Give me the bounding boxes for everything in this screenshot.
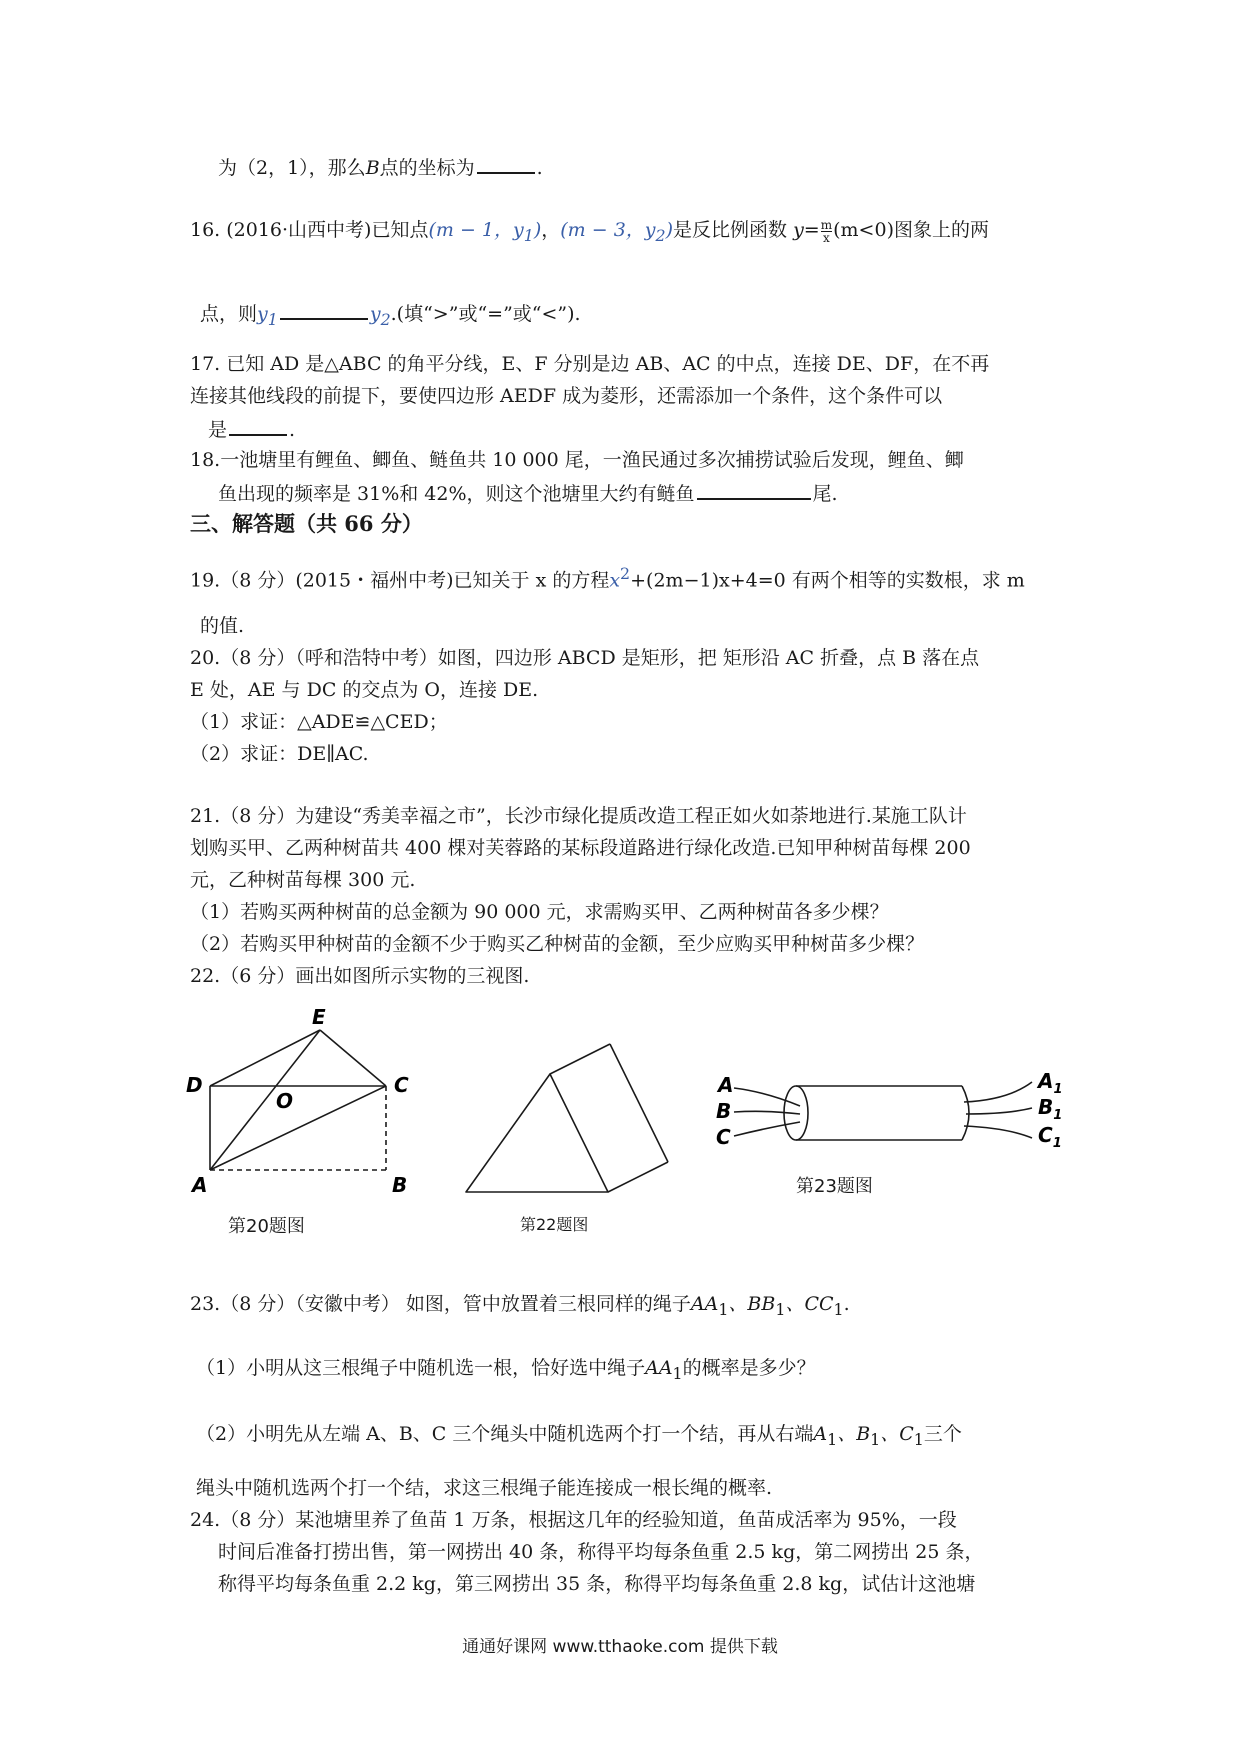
label-E: E [312,1005,326,1029]
edge-DE [210,1030,320,1086]
text: . [536,157,543,179]
text: 、CC [785,1293,834,1315]
figure-23 [718,1062,1078,1172]
superscript: 2 [620,564,631,583]
q23-line1 [190,1290,850,1324]
prism-top-edge [550,1044,610,1074]
q24-line3: 称得平均每条鱼重 2.2 kg，第三网捞出 35 条，称得平均每条鱼重 2.8 kg，试估计这池塘 [218,1573,976,1595]
subscript: 1 [1053,1082,1063,1097]
subscript: 1 [827,1429,838,1449]
text: 23.（8 分）（安徽中考） 如图，管中放置着三根同样的绳子 [190,1293,691,1315]
text: 鱼出现的频率是 31%和 42%，则这个池塘里大约有鲢鱼 [218,483,695,505]
q23-line4: 绳头中随机选两个打一个结，求这三根绳子能连接成一根长绳的概率. [196,1477,773,1499]
text: ， [541,219,561,241]
pipe-right-end [962,1086,969,1140]
section-title: 三、解答题（共 66 分） [190,511,423,536]
rope-C-right [964,1126,1032,1138]
text: 尾. [812,483,838,505]
figure-22 [462,1020,682,1200]
q23-line2 [196,1354,816,1388]
q17-line1: 17. 已知 AD 是△ABC 的角平分线，E、F 分别是边 AB、AC 的中点，连接 DE、DF，在不再 [190,353,990,375]
prism-bottom-edge [608,1162,668,1192]
caption-fig23: 第23题图 [796,1176,873,1197]
figure-20 [186,1005,416,1210]
text: 为（2，1），那么 [218,157,366,179]
page-footer: 通通好课网 www.tthaoke.com 提供下载 [462,1637,778,1657]
text: . [289,419,296,441]
caption-fig20: 第20题图 [228,1216,305,1237]
q19-line1 [190,560,1025,594]
label-C: C [394,1073,409,1097]
subscript: 1 [1052,1136,1062,1151]
text: 是反比例函数 [673,219,794,241]
q16-line1 [190,216,989,250]
label-A: A [718,1073,734,1097]
text: 19.（8 分）(2015・福州中考)已知关于 x 的方程 [190,569,610,592]
text: B [1038,1095,1054,1119]
subscript: 1 [718,1299,729,1319]
text: （2）小明先从左端 A、B、C 三个绳头中随机选两个打一个结，再从右端 [196,1423,814,1445]
edge-AC [210,1086,386,1170]
label-B1 [1038,1095,1062,1123]
subscript: 1 [775,1299,786,1319]
q19-line2: 的值. [200,615,245,637]
text: ) [665,219,674,241]
answer-blank[interactable] [229,414,287,436]
denominator: x [823,230,830,245]
subscript: 1 [833,1299,844,1319]
text: （1）小明从这三根绳子中随机选一根，恰好选中绳子 [196,1357,646,1379]
q17-line3 [208,414,295,444]
subscript: 1 [672,1363,683,1383]
q21-line4: （1）若购买两种树苗的总金额为 90 000 元，求需购买甲、乙两种树苗各多少棵？ [190,901,889,923]
text: 是 [208,419,228,441]
text: ) [533,219,542,241]
answer-blank[interactable] [697,478,811,500]
point-2 [560,219,674,245]
subscript: 1 [913,1429,924,1449]
q21-line3: 元，乙种树苗每棵 300 元. [190,869,416,891]
q24-line2: 时间后准备打捞出售，第一网捞出 40 条，称得平均每条鱼重 2.5 kg，第二网捞出 25 条， [218,1541,984,1563]
q21-line2: 划购买甲、乙两种树苗共 400 棵对芙蓉路的某标段道路进行绿化改造.已知甲种树苗每棵 200 [190,837,971,859]
text: y [369,303,381,325]
text: 、BB [728,1293,776,1315]
subscript: 1 [267,309,278,329]
q20-line3: （1）求证：△ADE≌△CED； [190,711,448,733]
numerator: m [820,217,833,232]
subscript: 1 [523,225,534,245]
answer-blank[interactable] [477,152,535,174]
prism-back-edge [610,1044,668,1162]
label-O: O [276,1089,294,1113]
text: (m − 1，y [428,219,524,241]
q15-tail [218,152,543,182]
prism-front-face [466,1074,608,1192]
text: +(2m−1)x+4=0 有两个相等的实数根，求 m [630,569,1025,592]
text: 、C [880,1423,914,1445]
rope-A-right [964,1082,1032,1102]
rope-B-right [966,1108,1032,1114]
rope-B-left [734,1111,800,1114]
label-C1 [1038,1123,1062,1151]
text: AA [690,1293,719,1315]
label-A: A [192,1173,208,1197]
text: 点，则 [200,303,258,325]
q21-line5: （2）若购买甲种树苗的金额不少于购买乙种树苗的金额，至少应购买甲种树苗多少棵？ [190,933,925,955]
fraction [821,219,832,244]
text: C [1038,1123,1053,1147]
subscript: 2 [380,309,391,329]
subscript: 1 [1053,1108,1063,1123]
point-1 [428,219,542,245]
y2 [369,303,391,329]
q18-line2 [218,478,838,508]
text: A [1038,1069,1054,1093]
q22-line1: 22.（6 分）画出如图所示实物的三视图. [190,965,530,987]
text: y= [793,219,820,241]
q24-line1: 24.（8 分）某池塘里养了鱼苗 1 万条，根据这几年的经验知道，鱼苗成活率为 95%，一段 [190,1509,957,1531]
edge-EC [320,1030,386,1086]
q17-line2: 连接其他线段的前提下，要使四边形 AEDF 成为菱形，还需添加一个条件，这个条件可以 [190,385,943,407]
subscript: 2 [655,225,666,245]
text: (m − 3，y [560,219,656,241]
text: x [609,569,621,592]
text: AA [645,1357,673,1379]
answer-blank[interactable] [280,298,368,320]
q16-line2 [200,298,581,334]
label-B: B [392,1173,408,1197]
text: .(填“>”或“=”或“<”). [390,303,581,325]
q20-line2: E 处，AE 与 DC 的交点为 O，连接 DE. [190,679,539,701]
q23-line3 [196,1420,962,1454]
text: y [257,303,268,325]
text: 三个 [923,1423,962,1445]
q20-line4: （2）求证：DE∥AC. [190,743,369,765]
text: 点的坐标为 [379,157,475,179]
label-B: B [716,1099,732,1123]
caption-fig22: 第22题图 [520,1215,589,1234]
subscript: 1 [870,1429,881,1449]
q18-line1: 18.一池塘里有鲤鱼、鲫鱼、鲢鱼共 10 000 尾，一渔民通过多次捕捞试验后发现，鲤鱼、鲫 [190,449,964,471]
label-C: C [716,1125,731,1149]
text: B [365,157,380,179]
label-A1 [1036,1069,1063,1097]
text: 16. (2016·山西中考)已知点 [190,219,429,241]
text: 的概率是多少？ [682,1357,816,1379]
text: 、B [837,1423,871,1445]
rope-C-left [734,1122,800,1136]
text: A [813,1423,828,1445]
text: . [843,1293,850,1315]
label-D: D [186,1073,203,1097]
text: (m<0)图象上的两 [833,219,989,241]
edge-AE [210,1030,320,1170]
q20-line1: 20.（8 分）（呼和浩特中考）如图，四边形 ABCD 是矩形，把 矩形沿 AC 折叠，点 B 落在点 [190,647,980,669]
q21-line1: 21.（8 分）为建设“秀美幸福之市”，长沙市绿化提质改造工程正如火如荼地进行.某施工队计 [190,805,967,827]
y1 [257,303,278,329]
